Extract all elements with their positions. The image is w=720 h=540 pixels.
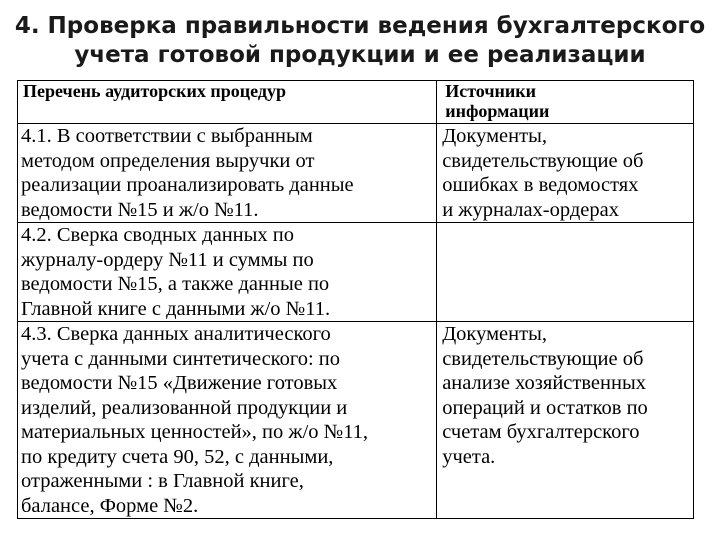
audit-procedures-table: [17, 80, 694, 519]
procedure-cell: 4.2. Сверка сводных данных по журналу-ордеру №11 и суммы по ведомости №15, а также данные по Главной книге с данными ж/о №11.: [18, 223, 437, 322]
source-cell: Документы, свидетельствующие об анализе хозяйственных операций и остатков по счетам бухгалтерского учета.: [437, 322, 694, 519]
procedure-cell: 4.3. Сверка данных аналитического учета с данными синтетического: по ведомости №15 «Движение готовых изделий, реализованной продукции и материальных ценностей», по ж/о №11, по кредиту счета 90, 52, с данными, отраженными : в Главной книге, балансе, Форме №2.: [18, 322, 437, 519]
table-row: [18, 124, 694, 223]
source-cell: Документы, свидетельствующие об ошибках в ведомостях и журналах-ордерах: [437, 124, 694, 223]
source-cell: [437, 223, 694, 322]
slide-title-line-1: 4. Проверка правильности ведения бухгалтерского: [14, 13, 706, 39]
table-row: [18, 322, 694, 519]
table-header-row: [18, 81, 694, 124]
slide-title-line-2: учета готовой продукции и ее реализации: [74, 42, 646, 68]
procedure-cell: 4.1. В соответствии с выбранным методом определения выручки от реализации проанализировать данные ведомости №15 и ж/о №11.: [18, 124, 437, 223]
header-sources: Источники информации: [437, 81, 694, 124]
slide-title: [0, 12, 720, 70]
header-procedures: Перечень аудиторских процедур: [18, 81, 437, 124]
table-row: [18, 223, 694, 322]
